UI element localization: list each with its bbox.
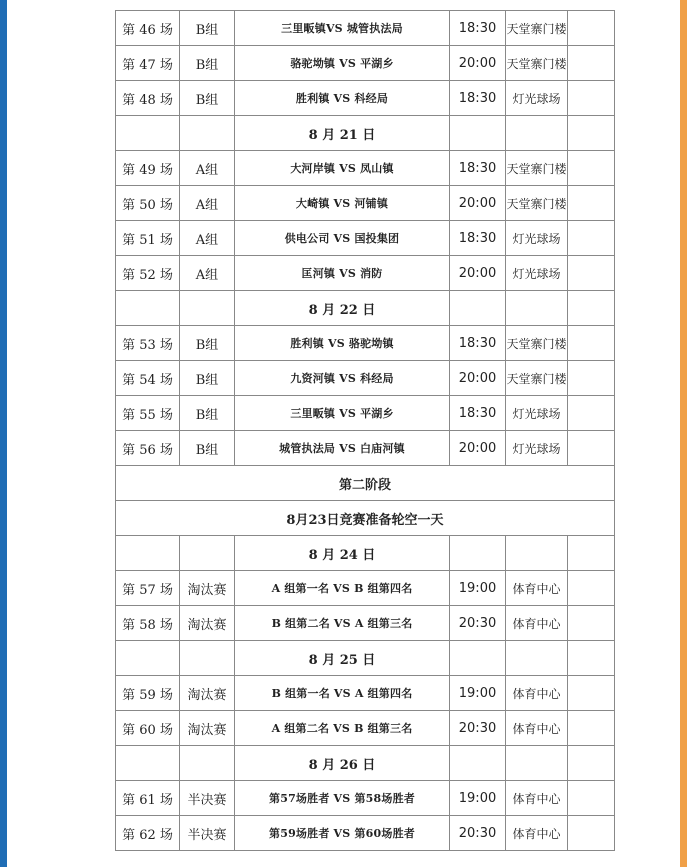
blank-cell — [116, 536, 180, 571]
right-border-stripe — [680, 0, 687, 867]
matchup-cell: B 组第二名 VS A 组第三名 — [235, 606, 450, 641]
match-row — [116, 431, 615, 466]
blank-cell — [450, 116, 506, 151]
match-number-cell: 第 48 场 — [116, 81, 180, 116]
blank-cell — [180, 746, 235, 781]
time-cell: 20:00 — [450, 361, 506, 396]
blank-cell — [506, 291, 568, 326]
time-cell: 19:00 — [450, 781, 506, 816]
group-cell: B组 — [180, 361, 235, 396]
venue-cell: 灯光球场 — [506, 431, 568, 466]
time-cell: 18:30 — [450, 11, 506, 46]
blank-cell — [568, 46, 615, 81]
matchup-cell: A 组第一名 VS B 组第四名 — [235, 571, 450, 606]
match-row — [116, 11, 615, 46]
blank-cell — [506, 746, 568, 781]
match-number-cell: 第 49 场 — [116, 151, 180, 186]
blank-cell — [568, 676, 615, 711]
group-cell: 淘汰赛 — [180, 606, 235, 641]
blank-cell — [568, 606, 615, 641]
stage-row — [116, 466, 615, 501]
date-row — [116, 116, 615, 151]
group-cell: 淘汰赛 — [180, 676, 235, 711]
group-cell: A组 — [180, 256, 235, 291]
blank-cell — [450, 746, 506, 781]
match-number-cell: 第 50 场 — [116, 186, 180, 221]
match-number-cell: 第 55 场 — [116, 396, 180, 431]
time-cell: 20:30 — [450, 606, 506, 641]
matchup-cell: 胜利镇 VS 骆驼坳镇 — [235, 326, 450, 361]
venue-cell: 体育中心 — [506, 781, 568, 816]
schedule-body — [116, 11, 615, 851]
matchup-cell: 九资河镇 VS 科经局 — [235, 361, 450, 396]
venue-cell: 天堂寨门楼 — [506, 186, 568, 221]
match-row — [116, 396, 615, 431]
date-cell: 8 月 21 日 — [235, 116, 450, 151]
blank-cell — [568, 81, 615, 116]
time-cell: 18:30 — [450, 81, 506, 116]
time-cell: 20:30 — [450, 711, 506, 746]
blank-cell — [568, 11, 615, 46]
venue-cell: 天堂寨门楼 — [506, 361, 568, 396]
date-cell: 8 月 22 日 — [235, 291, 450, 326]
blank-cell — [568, 641, 615, 676]
blank-cell — [568, 816, 615, 851]
venue-cell: 天堂寨门楼 — [506, 151, 568, 186]
date-cell: 8 月 25 日 — [235, 641, 450, 676]
group-cell: 淘汰赛 — [180, 711, 235, 746]
match-row — [116, 816, 615, 851]
matchup-cell: 骆驼坳镇 VS 平湖乡 — [235, 46, 450, 81]
time-cell: 18:30 — [450, 151, 506, 186]
blank-cell — [568, 396, 615, 431]
group-cell: 淘汰赛 — [180, 571, 235, 606]
match-row — [116, 256, 615, 291]
blank-cell — [568, 151, 615, 186]
group-cell: B组 — [180, 431, 235, 466]
date-row — [116, 291, 615, 326]
schedule-table — [115, 10, 615, 851]
date-row — [116, 641, 615, 676]
blank-cell — [180, 536, 235, 571]
matchup-cell: 城管执法局 VS 白庙河镇 — [235, 431, 450, 466]
group-cell: 半决赛 — [180, 816, 235, 851]
matchup-cell: 供电公司 VS 国投集团 — [235, 221, 450, 256]
match-number-cell: 第 61 场 — [116, 781, 180, 816]
venue-cell: 天堂寨门楼 — [506, 46, 568, 81]
match-number-cell: 第 51 场 — [116, 221, 180, 256]
venue-cell: 天堂寨门楼 — [506, 11, 568, 46]
match-row — [116, 326, 615, 361]
blank-cell — [568, 536, 615, 571]
blank-cell — [568, 221, 615, 256]
match-row — [116, 81, 615, 116]
date-row — [116, 746, 615, 781]
blank-cell — [450, 536, 506, 571]
blank-cell — [568, 186, 615, 221]
blank-cell — [116, 291, 180, 326]
time-cell: 18:30 — [450, 396, 506, 431]
match-row — [116, 221, 615, 256]
blank-cell — [568, 746, 615, 781]
blank-cell — [116, 746, 180, 781]
match-row — [116, 186, 615, 221]
matchup-cell: 胜利镇 VS 科经局 — [235, 81, 450, 116]
group-cell: B组 — [180, 46, 235, 81]
match-number-cell: 第 46 场 — [116, 11, 180, 46]
match-row — [116, 606, 615, 641]
blank-cell — [506, 116, 568, 151]
match-number-cell: 第 53 场 — [116, 326, 180, 361]
match-number-cell: 第 56 场 — [116, 431, 180, 466]
time-cell: 20:30 — [450, 816, 506, 851]
match-row — [116, 676, 615, 711]
venue-cell: 灯光球场 — [506, 396, 568, 431]
match-row — [116, 361, 615, 396]
group-cell: B组 — [180, 396, 235, 431]
blank-cell — [506, 641, 568, 676]
venue-cell: 灯光球场 — [506, 221, 568, 256]
blank-cell — [180, 291, 235, 326]
time-cell: 18:30 — [450, 326, 506, 361]
blank-cell — [116, 641, 180, 676]
matchup-cell: 大河岸镇 VS 凤山镇 — [235, 151, 450, 186]
match-number-cell: 第 47 场 — [116, 46, 180, 81]
blank-cell — [180, 641, 235, 676]
left-border-stripe — [0, 0, 7, 867]
matchup-cell: B 组第一名 VS A 组第四名 — [235, 676, 450, 711]
time-cell: 20:00 — [450, 186, 506, 221]
match-row — [116, 711, 615, 746]
blank-cell — [506, 536, 568, 571]
group-cell: A组 — [180, 221, 235, 256]
group-cell: A组 — [180, 151, 235, 186]
time-cell: 19:00 — [450, 676, 506, 711]
date-cell: 8 月 26 日 — [235, 746, 450, 781]
match-row — [116, 46, 615, 81]
time-cell: 20:00 — [450, 256, 506, 291]
time-cell: 19:00 — [450, 571, 506, 606]
group-cell: B组 — [180, 81, 235, 116]
date-row — [116, 536, 615, 571]
blank-cell — [568, 256, 615, 291]
group-cell: 半决赛 — [180, 781, 235, 816]
matchup-cell: A 组第二名 VS B 组第三名 — [235, 711, 450, 746]
matchup-cell: 三里畈镇VS 城管执法局 — [235, 11, 450, 46]
matchup-cell: 三里畈镇 VS 平湖乡 — [235, 396, 450, 431]
venue-cell: 天堂寨门楼 — [506, 326, 568, 361]
time-cell: 18:30 — [450, 221, 506, 256]
blank-cell — [116, 116, 180, 151]
group-cell: B组 — [180, 326, 235, 361]
venue-cell: 体育中心 — [506, 606, 568, 641]
matchup-cell: 大崎镇 VS 河铺镇 — [235, 186, 450, 221]
blank-cell — [180, 116, 235, 151]
blank-cell — [450, 291, 506, 326]
blank-cell — [568, 571, 615, 606]
blank-cell — [568, 711, 615, 746]
blank-cell — [450, 641, 506, 676]
stage-row — [116, 501, 615, 536]
match-number-cell: 第 58 场 — [116, 606, 180, 641]
matchup-cell: 第59场胜者 VS 第60场胜者 — [235, 816, 450, 851]
venue-cell: 灯光球场 — [506, 81, 568, 116]
venue-cell: 体育中心 — [506, 571, 568, 606]
venue-cell: 体育中心 — [506, 816, 568, 851]
stage-cell: 第二阶段 — [116, 466, 615, 501]
match-number-cell: 第 60 场 — [116, 711, 180, 746]
stage-cell: 8月23日竞赛准备轮空一天 — [116, 501, 615, 536]
time-cell: 20:00 — [450, 431, 506, 466]
blank-cell — [568, 116, 615, 151]
matchup-cell: 第57场胜者 VS 第58场胜者 — [235, 781, 450, 816]
date-cell: 8 月 24 日 — [235, 536, 450, 571]
blank-cell — [568, 361, 615, 396]
blank-cell — [568, 326, 615, 361]
match-number-cell: 第 54 场 — [116, 361, 180, 396]
matchup-cell: 匡河镇 VS 消防 — [235, 256, 450, 291]
match-row — [116, 571, 615, 606]
venue-cell: 体育中心 — [506, 711, 568, 746]
match-number-cell: 第 57 场 — [116, 571, 180, 606]
group-cell: B组 — [180, 11, 235, 46]
blank-cell — [568, 291, 615, 326]
blank-cell — [568, 781, 615, 816]
match-row — [116, 781, 615, 816]
blank-cell — [568, 431, 615, 466]
time-cell: 20:00 — [450, 46, 506, 81]
venue-cell: 体育中心 — [506, 676, 568, 711]
group-cell: A组 — [180, 186, 235, 221]
match-number-cell: 第 52 场 — [116, 256, 180, 291]
match-row — [116, 151, 615, 186]
match-number-cell: 第 59 场 — [116, 676, 180, 711]
venue-cell: 灯光球场 — [506, 256, 568, 291]
match-number-cell: 第 62 场 — [116, 816, 180, 851]
